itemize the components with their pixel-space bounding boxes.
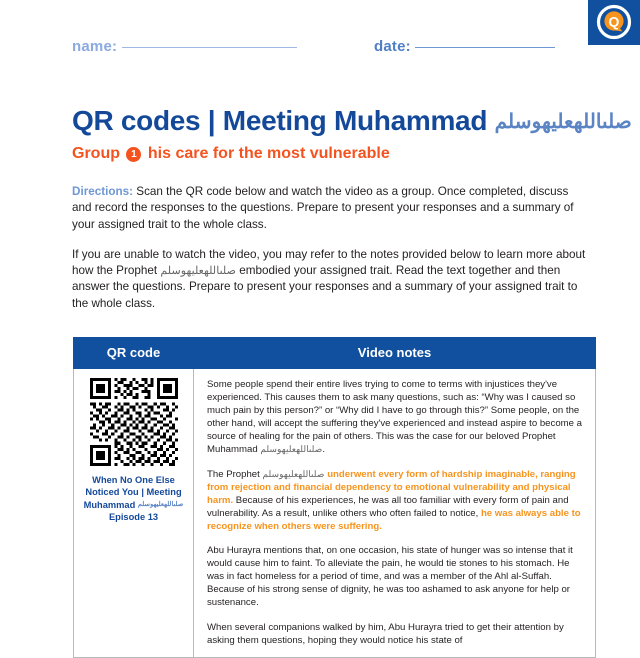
date-label: date: [374, 38, 411, 55]
qr-code-cell [74, 369, 194, 658]
group-trait: his care for the most vulnerable [147, 145, 390, 162]
name-date-row [72, 38, 562, 64]
qr-caption-line-2: Noticed You | Meeting [85, 487, 182, 498]
salawat-glyph-directions: صلىاللهعليهوسلم [160, 265, 237, 278]
directions-text-2a: If you are unable to watch the video, you may refer to the notes provided below to learn more about how the Prophet [72, 247, 586, 278]
notes-text-1-end: . [322, 444, 326, 456]
video-notes-cell [194, 369, 596, 658]
table-header-row [74, 338, 596, 369]
group-number-badge: 1 [126, 147, 141, 162]
directions-paragraph-1 [72, 184, 590, 233]
notes-paragraph-3: Abu Hurayra mentions that, on one occasion, his state of hunger was so intense that it would cause him to faint. To alleviate the pain, he would tie stones to his stomach. He was in fact homeless for a period of time, and was a member of the Ahl al-Suffah. Because of his strong sense of dignity, he was too ashamed to ask anyone for help or sustenance. [207, 545, 573, 609]
group-subtitle [72, 145, 390, 163]
qr-code-caption [80, 474, 187, 524]
notes-highlight-2: he was always able to recognize when others were suffering. [207, 507, 581, 532]
directions-label: Directions: [72, 185, 134, 198]
qr-code-image[interactable] [90, 378, 178, 466]
notes-paragraph-4: When several companions walked by him, Abu Hurayra tried to get their attention by asking them questions, hoping they would notice his state of [207, 621, 564, 646]
table-row [74, 369, 596, 658]
qr-caption-line-1: When No One Else [92, 475, 175, 485]
directions-block [72, 184, 590, 312]
qr-video-table [73, 337, 596, 658]
qr-caption-line-3: Muhammad [83, 499, 136, 510]
page-title-text: QR codes | Meeting Muhammad [72, 104, 488, 136]
q-speech-bubble-icon [588, 0, 640, 45]
salawat-glyph-caption: صلىاللهعليهوسلم [137, 500, 184, 508]
column-header-video-notes: Video notes [194, 338, 596, 369]
directions-text-1: Scan the QR code below and watch the video as a group. Once completed, discuss and record the responses to the questions. Prepare to present your responses and a summary of your assigned trait to the whole class. [72, 185, 574, 231]
notes-text-1: Some people spend their entire lives trying to come to terms with injustices they've experienced. This causes them to ask many questions, such as: “Why was I caused so much pain by this person?” or “Why did I have to go through this?” Some people, on the other hand, will accept the suffering they've experienced and instead aspire to become a source of healing for the pain of others. This was the case for our beloved Prophet Muhammad [207, 379, 582, 456]
directions-text-2b: embodied your assigned trait. Read the text together and then answer the questions. Prepare to present your responses and a summary of your assigned trait to the whole class. [72, 264, 578, 310]
brand-logo [588, 0, 640, 45]
notes-text-2a: The Prophet [207, 468, 263, 480]
salawat-glyph-title: صلىاللهعليهوسلم [494, 110, 632, 133]
page-title [72, 105, 632, 137]
group-label: Group [72, 145, 120, 162]
name-label: name: [72, 38, 118, 55]
svg-text:Q: Q [608, 13, 620, 30]
qr-caption-line-4: Episode 13 [108, 512, 159, 523]
salawat-glyph-notes-2: صلىاللهعليهوسلم [262, 468, 325, 479]
notes-text-2b: Because of his experiences, he was all too familiar with every form of pain and vulnerability. As a result, unlike others who often failed to notice, [207, 494, 569, 519]
date-write-line[interactable] [415, 47, 555, 48]
date-field[interactable] [374, 38, 555, 56]
directions-paragraph-2 [72, 247, 590, 312]
column-header-qr-code: QR code [74, 338, 194, 369]
notes-paragraph-1 [207, 378, 583, 457]
name-field[interactable] [72, 38, 297, 56]
notes-highlight-1: underwent every form of hardship imaginable, ranging from rejection and financial dependency to emotional vulnerability and physical harm. [207, 468, 576, 506]
notes-paragraph-2 [207, 468, 583, 533]
salawat-glyph-notes-1: صلىاللهعليهوسلم [260, 444, 323, 455]
name-write-line[interactable] [122, 47, 297, 48]
